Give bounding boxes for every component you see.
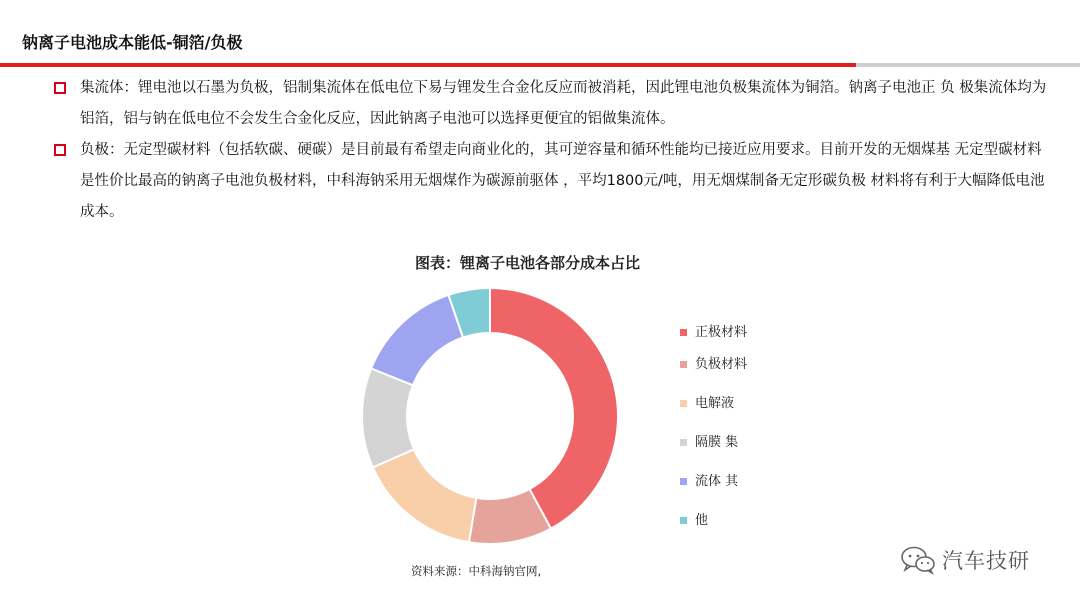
title-rule-red: [0, 63, 856, 67]
legend-swatch: [680, 329, 687, 336]
legend-item: [680, 392, 734, 411]
legend-label: 电解液: [695, 396, 735, 411]
legend-item: [680, 431, 738, 450]
bullet-square-icon: [54, 82, 66, 94]
watermark: [900, 545, 1030, 575]
legend-swatch: [680, 361, 687, 368]
legend-label: 流体 其: [695, 474, 739, 489]
title-rule-grey: [856, 63, 1080, 67]
legend-item: [680, 321, 747, 340]
legend-swatch: [680, 478, 687, 485]
legend-item: [680, 509, 708, 528]
source-note: 资料来源：中科海钠官网,: [411, 564, 542, 578]
bullet-text: 集流体：锂电池以石墨为负极，铝制集流体在低电位下易与锂发生合金化反应而被消耗，因此锂电池负极集流体为铜箔。钠离子电池正 负 极集流体均为铝箔，铝与钠在低电位不会发生合金化反应，因此钠离子电池可以选择更便宜的铝做集流体。: [80, 80, 1047, 127]
page-title: 钠离子电池成本能低-铜箔/负极: [22, 33, 243, 52]
legend-label: 正极材料: [695, 325, 748, 340]
legend-item: [680, 353, 747, 372]
legend-swatch: [680, 439, 687, 446]
watermark-text: 汽车技研: [942, 549, 1030, 573]
chart-title: 图表：锂离子电池各部分成本占比: [414, 254, 640, 272]
legend-label: 隔膜 集: [695, 435, 739, 450]
donut-slice-5: [371, 295, 463, 385]
legend-swatch: [680, 517, 687, 524]
wechat-icon: [900, 545, 936, 575]
legend-label: 他: [695, 513, 709, 528]
bullet-current-collector: [48, 73, 1048, 135]
bullet-list: [48, 73, 1048, 228]
bullet-text: 负极：无定型碳材料（包括软碳、硬碳）是目前最有希望走向商业化的，其可逆容量和循环性能均已接近应用要求。目前开发的无烟煤基 无定型碳材料是性价比最高的钠离子电池负极材料，中科海钠采用无烟煤作为碳源前驱体 ，平均1800元/吨，用无烟煤制备无定形碳负极 材料将有利于大幅降低电池成本。: [80, 142, 1045, 220]
legend-swatch: [680, 400, 687, 407]
legend-label: 负极材料: [695, 357, 748, 372]
donut-slice-1: [490, 288, 618, 529]
cost-donut-chart: [356, 282, 624, 550]
bullet-square-icon: [54, 144, 66, 156]
donut-slice-3: [373, 449, 477, 542]
bullet-anode: [48, 135, 1048, 228]
legend-item: [680, 470, 738, 489]
